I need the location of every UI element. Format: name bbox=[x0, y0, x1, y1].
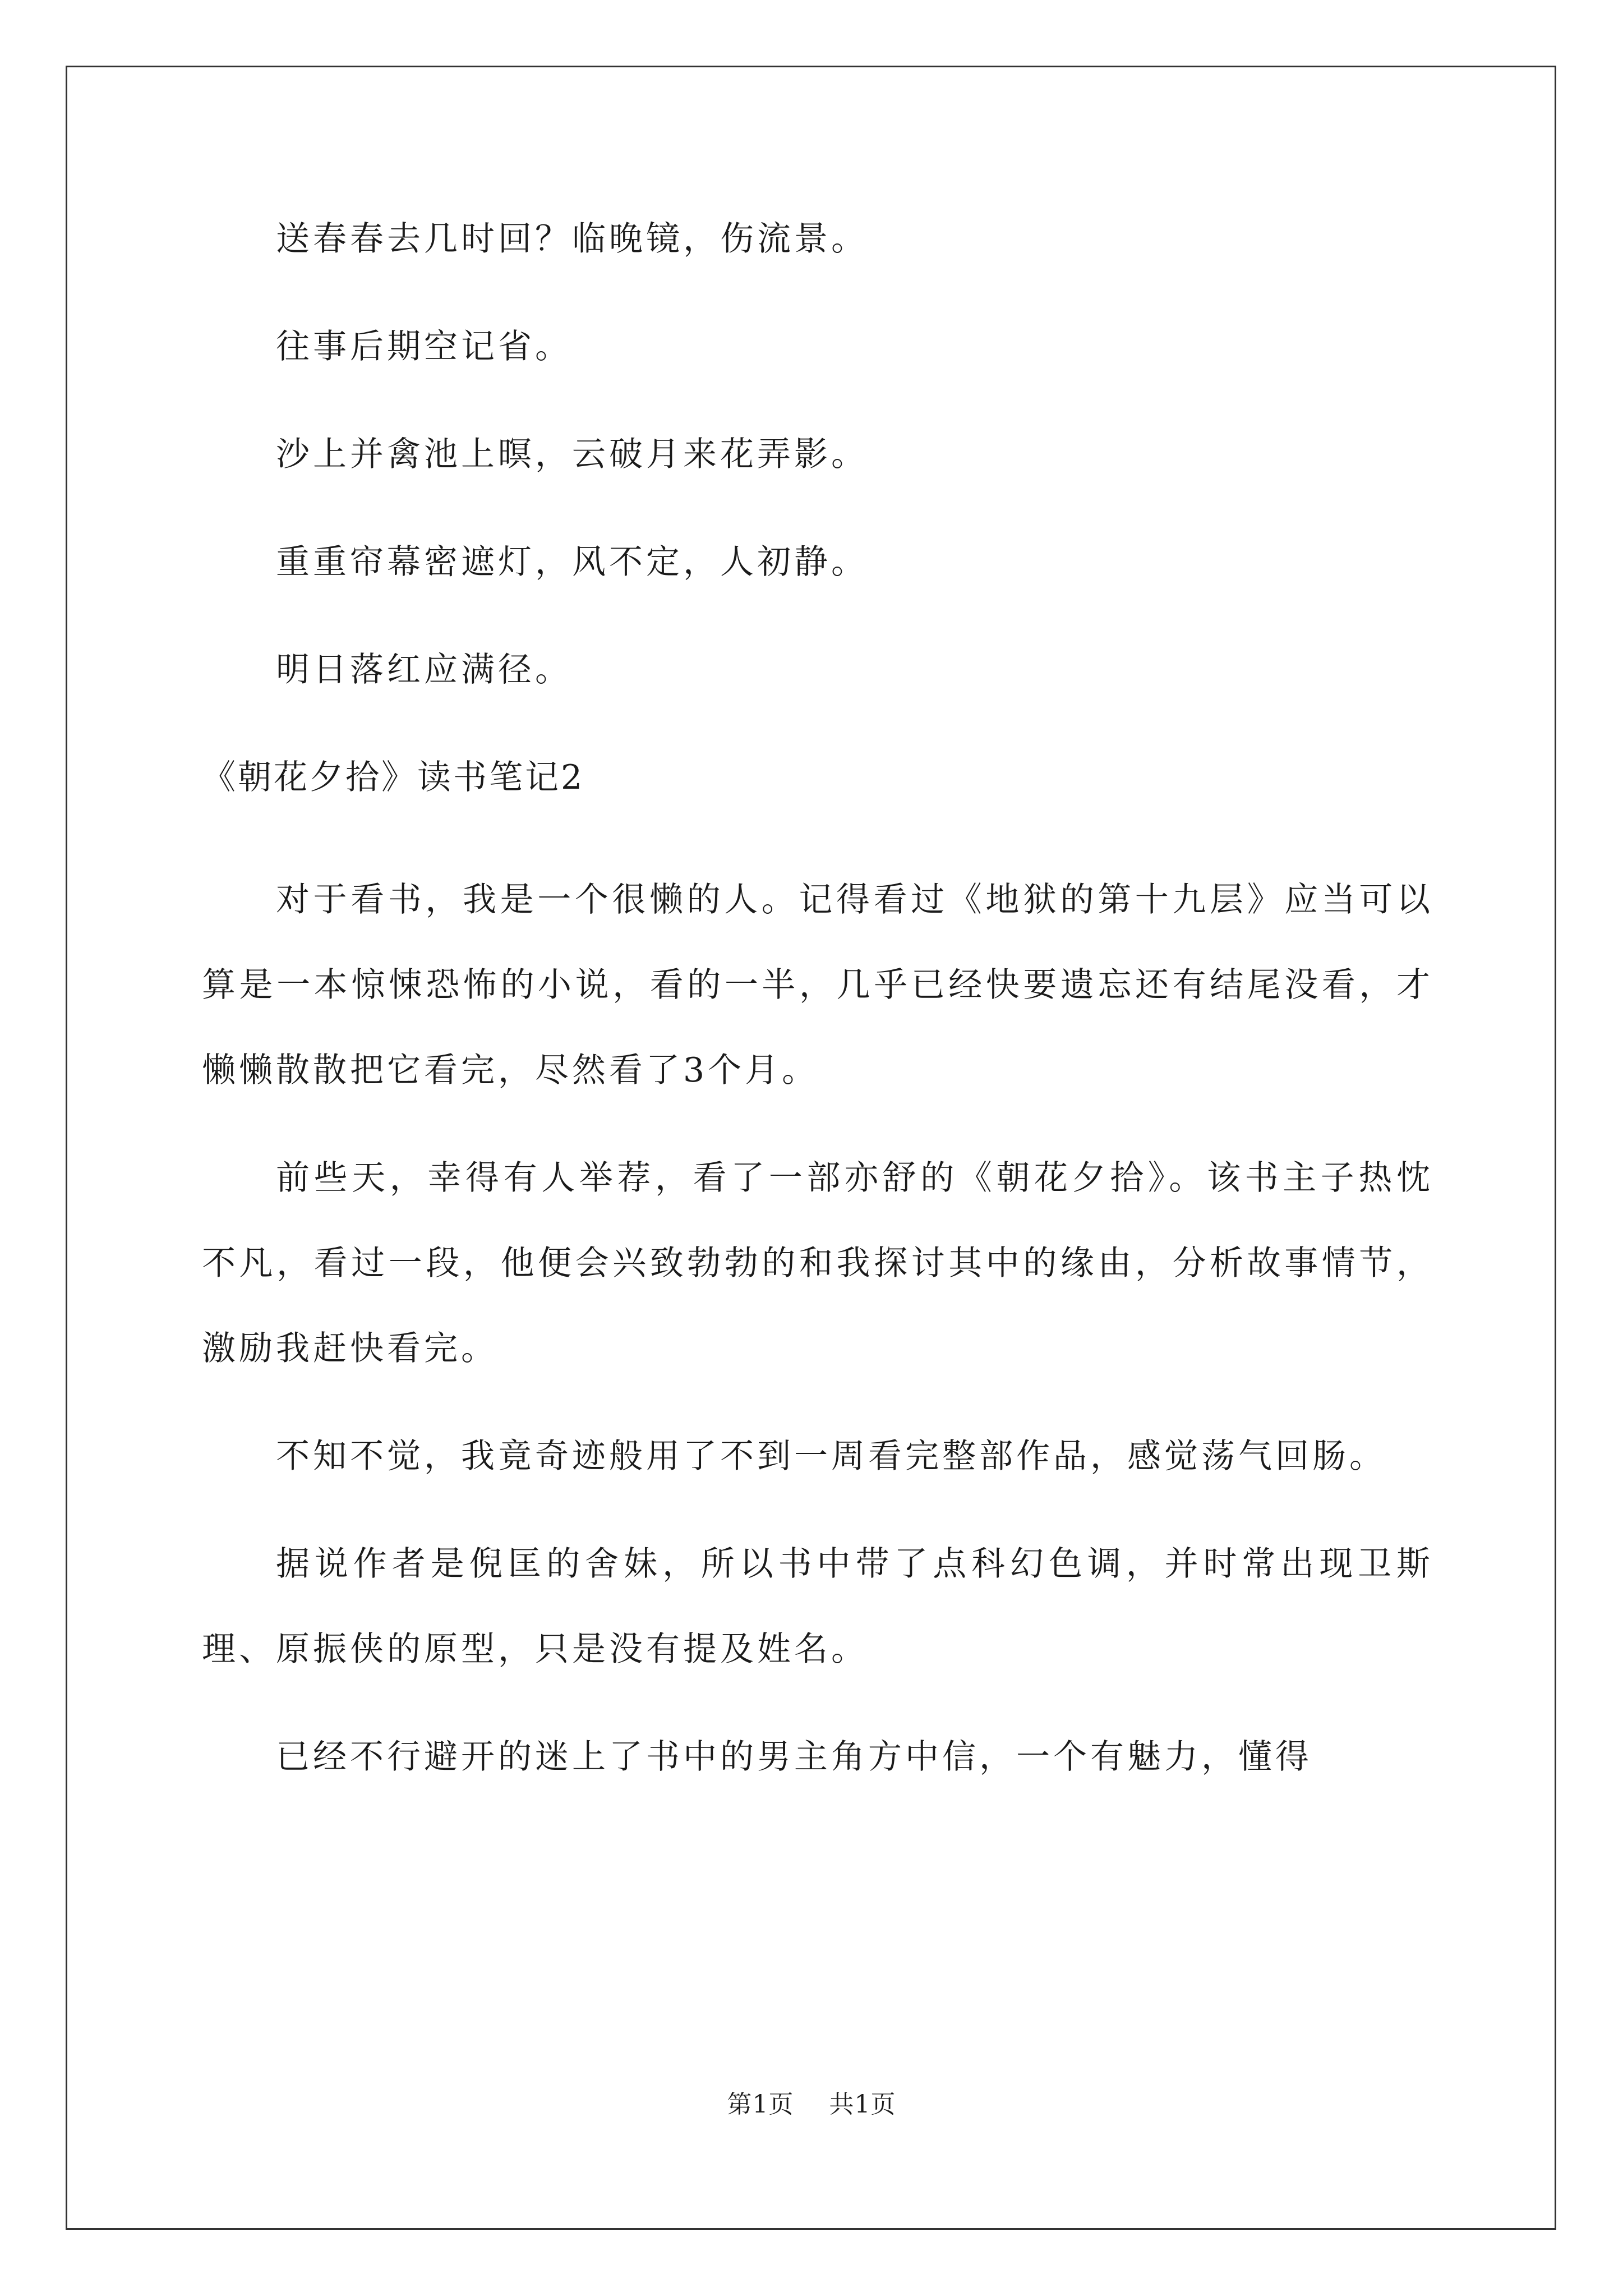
poem-line: 往事后期空记省。 bbox=[276, 327, 572, 366]
paragraph: 对于看书，我是一个很懒的人。记得看过《地狱的第十九层》应当可以算是一本惊悚恐怖的小说，看的一半，几乎已经快要遗忘还有结尾没看，才懒懒散散把它看完，尽然看了3个月。 bbox=[202, 880, 1433, 1090]
page-total: 共1页 bbox=[829, 2090, 896, 2119]
poem-line: 沙上并禽池上暝，云破月来花弄影。 bbox=[276, 435, 868, 474]
poem-line: 明日落红应满径。 bbox=[276, 650, 572, 689]
paragraph: 据说作者是倪匡的舍妹，所以书中带了点科幻色调，并时常出现卫斯理、原振侠的原型，只是没有提及姓名。 bbox=[202, 1544, 1433, 1669]
paragraph: 不知不觉，我竟奇迹般用了不到一周看完整部作品，感觉荡气回肠。 bbox=[276, 1437, 1386, 1476]
section-title: 《朝花夕拾》读书笔记2 bbox=[202, 758, 585, 797]
document-body bbox=[202, 211, 1433, 1822]
poem-line: 重重帘幕密遮灯，风不定，人初静。 bbox=[276, 542, 868, 582]
paragraph: 前些天，幸得有人举荐，看了一部亦舒的《朝花夕拾》。该书主子热忱不凡，看过一段，他便会兴致勃勃的和我探讨其中的缘由，分析故事情节，激励我赶快看完。 bbox=[202, 1158, 1433, 1368]
poem-line: 送春春去几时回？临晚镜，伤流景。 bbox=[276, 219, 868, 259]
page-footer bbox=[0, 2088, 1623, 2122]
paragraph: 已经不行避开的迷上了书中的男主角方中信，一个有魅力，懂得 bbox=[276, 1737, 1312, 1777]
page-number: 第1页 bbox=[727, 2090, 794, 2119]
